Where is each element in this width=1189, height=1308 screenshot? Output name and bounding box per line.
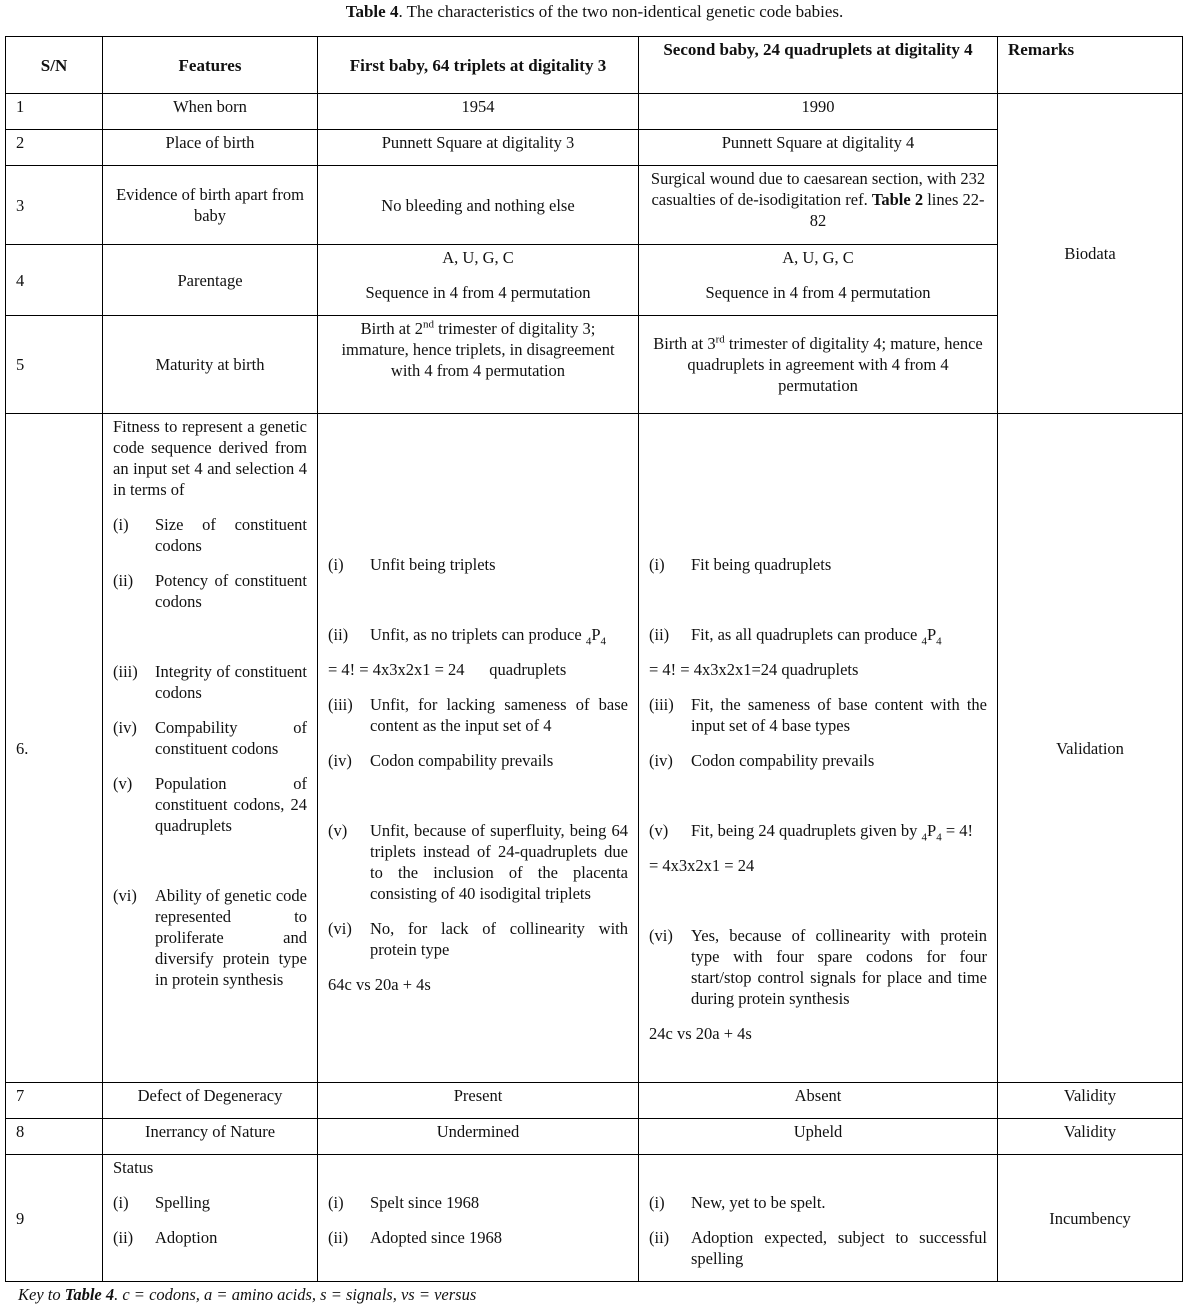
remark-validation: Validation	[998, 414, 1183, 1083]
feature-item	[113, 661, 307, 703]
second-item	[649, 1227, 987, 1269]
item-text: Ability of genetic code represented to proliferate and diversify protein type in protein synthesis	[155, 886, 307, 989]
second-item	[649, 1192, 987, 1213]
row-first-value	[318, 316, 639, 414]
item-text: Yes, because of collinearity with protein type with four spare codons for four start/stop control signals for place and time during protein synthesis	[691, 926, 987, 1008]
fitness-intro: Fitness to represent a genetic code sequence derived from an input set 4 and selection 4 in terms of	[113, 417, 307, 499]
row-sn: 5	[6, 316, 103, 414]
status-label: Status	[113, 1158, 154, 1177]
feature-item	[113, 773, 307, 836]
row-feature: When born	[103, 94, 318, 130]
row-sn: 1	[6, 94, 103, 130]
row-second-value: Absent	[639, 1083, 998, 1119]
item-number: (v)	[113, 774, 133, 793]
header-remarks: Remarks	[998, 37, 1183, 94]
table-row	[6, 1083, 1183, 1119]
item-sub: 4	[921, 635, 927, 648]
item-number: (iii)	[649, 695, 674, 714]
key-label: Table 4	[64, 1285, 115, 1304]
row-first-value: Present	[318, 1083, 639, 1119]
row-feature: Place of birth	[103, 130, 318, 166]
header-second-baby: Second baby, 24 quadruplets at digitality 4	[639, 37, 998, 94]
row-second-value: Punnett Square at digitality 4	[639, 130, 998, 166]
second-maturity-sup: rd	[715, 333, 725, 346]
item-text: Fit, the sameness of base content with the input set of 4 base types	[691, 695, 987, 735]
second-item	[649, 820, 987, 844]
item-text: Unfit being triplets	[370, 555, 496, 574]
item-number: (i)	[113, 515, 129, 534]
remark-incumbency: Incumbency	[998, 1155, 1183, 1282]
item-number: (iv)	[649, 751, 673, 770]
row-sn: 2	[6, 130, 103, 166]
first-item	[328, 820, 628, 904]
second-item	[649, 750, 987, 771]
feature-item	[113, 514, 307, 556]
feature-item	[113, 1227, 307, 1248]
item-text-b: P	[927, 821, 937, 840]
caption-label: Table 4	[345, 2, 399, 21]
second-item	[649, 624, 987, 648]
key-prefix: Key to	[18, 1285, 65, 1304]
item-number: (ii)	[113, 1228, 134, 1247]
item-sub: 4	[936, 635, 942, 648]
first-item	[328, 694, 628, 736]
item-number: (ii)	[649, 625, 670, 644]
second-codon-comparison: 24c vs 20a + 4s	[649, 1024, 752, 1043]
item-text-a: Fit, as all quadruplets can produce	[691, 625, 922, 644]
item-text: Codon compability prevails	[691, 751, 875, 770]
item-text: Spelling	[155, 1193, 211, 1212]
second-item	[649, 925, 987, 1009]
feature-item	[113, 570, 307, 612]
item-text: No, for lack of collinearity with protein type	[370, 919, 628, 959]
row-second-value	[639, 245, 998, 316]
first-maturity-b: trimester of digitality 3; immature, hence triplets, in disagreement with 4 from 4 permutation	[341, 319, 615, 380]
row-second-value	[639, 316, 998, 414]
item-text: Potency of constituent codons	[155, 571, 307, 611]
row-remark: Validity	[998, 1083, 1183, 1119]
item-number: (iv)	[328, 751, 352, 770]
item-sub: 4	[921, 831, 928, 844]
item-text: Adopted since 1968	[370, 1228, 502, 1247]
row-second-value: Upheld	[639, 1119, 998, 1155]
row-second-value	[639, 414, 998, 1083]
item-number: (vi)	[328, 919, 352, 938]
row-feature: Evidence of birth apart from baby	[103, 166, 318, 245]
first-maturity-sup: nd	[423, 318, 434, 331]
first-maturity-a: Birth at 2	[360, 319, 423, 338]
second-maturity-b: trimester of digitality 4; mature, hence quadruplets in agreement with 4 from 4 permutation	[687, 334, 983, 395]
item-text: Adoption	[155, 1228, 218, 1247]
item-text: Integrity of constituent codons	[155, 662, 307, 702]
row-first-value	[318, 245, 639, 316]
item-text: Fit being quadruplets	[691, 555, 832, 574]
first-item	[328, 1192, 628, 1213]
item-number: (vi)	[113, 886, 137, 905]
table-ref: Table 2	[871, 190, 924, 209]
row-sn: 4	[6, 245, 103, 316]
row-feature	[103, 1155, 318, 1282]
item-text-b: P	[926, 625, 937, 644]
item-text-c: = 4!	[941, 821, 974, 840]
item-number: (vi)	[649, 926, 673, 945]
second-maturity-a: Birth at 3	[653, 334, 716, 353]
row-feature: Inerrancy of Nature	[103, 1119, 318, 1155]
item-sub: 4	[936, 831, 942, 844]
item-text	[691, 624, 987, 648]
first-equation: = 4! = 4x3x2x1 = 24 quadruplets	[328, 660, 567, 679]
row-sn: 6.	[6, 414, 103, 1083]
item-text: Population of constituent codons, 24 quadruplets	[155, 774, 307, 835]
row-remark: Validity	[998, 1119, 1183, 1155]
item-text: Adoption expected, subject to successful spelling	[691, 1228, 987, 1268]
table-row	[6, 1119, 1183, 1155]
second-equation: = 4! = 4x3x2x1=24 quadruplets	[649, 660, 859, 679]
item-text-b: P	[591, 625, 601, 644]
row-feature: Parentage	[103, 245, 318, 316]
item-text: Unfit, because of superfluity, being 64 triplets instead of 24-quadruplets due to the inclusion of the placenta consisting of 40 isodigital triplets	[370, 821, 628, 903]
item-text: Spelt since 1968	[370, 1193, 480, 1212]
second-bases: A, U, G, C	[782, 248, 854, 267]
item-text: Unfit, for lacking sameness of base content as the input set of 4	[370, 695, 628, 735]
feature-item	[113, 717, 307, 759]
row-first-value: 1954	[318, 94, 639, 130]
item-number: (iii)	[113, 662, 138, 681]
item-number: (iv)	[113, 718, 137, 737]
first-item	[328, 750, 628, 771]
item-text	[691, 820, 987, 844]
header-first-baby: First baby, 64 triplets at digitality 3	[318, 37, 639, 94]
header-row	[6, 37, 1183, 94]
first-codon-comparison: 64c vs 20a + 4s	[328, 975, 431, 994]
second-item	[649, 694, 987, 736]
item-number: (i)	[328, 1193, 344, 1212]
item-number: (v)	[649, 821, 669, 840]
item-text: Size of constituent codons	[155, 515, 307, 555]
remark-biodata: Biodata	[998, 94, 1183, 414]
caption-text: . The characteristics of the two non-identical genetic code babies.	[398, 2, 844, 21]
item-number: (ii)	[328, 1228, 349, 1247]
table-row	[6, 1155, 1183, 1282]
row-feature: Maturity at birth	[103, 316, 318, 414]
first-item	[328, 1227, 628, 1248]
item-number: (ii)	[649, 1228, 670, 1247]
row-first-value	[318, 414, 639, 1083]
first-bases: A, U, G, C	[442, 248, 514, 267]
item-text	[370, 624, 628, 648]
first-item	[328, 624, 628, 648]
item-sub: 4	[585, 635, 592, 648]
row-sn: 3	[6, 166, 103, 245]
item-number: (iii)	[328, 695, 353, 714]
item-number: (i)	[328, 555, 344, 574]
row-second-value	[639, 1155, 998, 1282]
first-item	[328, 918, 628, 960]
item-text-a: Fit, being 24 quadruplets given by	[691, 821, 922, 840]
second-sequence: Sequence in 4 from 4 permutation	[705, 283, 931, 302]
row-feature	[103, 414, 318, 1083]
table-row	[6, 94, 1183, 130]
first-item	[328, 554, 628, 575]
item-sub: 4	[600, 635, 607, 648]
item-text: Compability of constituent codons	[155, 718, 307, 758]
item-text: New, yet to be spelt.	[691, 1193, 826, 1212]
second-equation: = 4x3x2x1 = 24	[649, 856, 755, 875]
first-sequence: Sequence in 4 from 4 permutation	[365, 283, 591, 302]
item-number: (i)	[649, 555, 665, 574]
feature-item	[113, 885, 307, 990]
feature-item	[113, 1192, 307, 1213]
header-sn: S/N	[6, 37, 103, 94]
item-text: Codon compability prevails	[370, 751, 554, 770]
table-caption	[0, 2, 1189, 22]
row-sn: 9	[6, 1155, 103, 1282]
row-second-value: 1990	[639, 94, 998, 130]
row-first-value	[318, 1155, 639, 1282]
row-sn: 8	[6, 1119, 103, 1155]
table-key	[18, 1285, 476, 1305]
item-number: (i)	[113, 1193, 129, 1212]
row-sn: 7	[6, 1083, 103, 1119]
row-feature: Defect of Degeneracy	[103, 1083, 318, 1119]
item-number: (i)	[649, 1193, 665, 1212]
item-number: (ii)	[328, 625, 349, 644]
key-text: . c = codons, a = amino acids, s = signals, vs = versus	[114, 1285, 477, 1304]
characteristics-table	[5, 36, 1183, 1282]
item-number: (v)	[328, 821, 348, 840]
row-second-value	[639, 166, 998, 245]
item-text-a: Unfit, as no triplets can produce	[370, 625, 586, 644]
lines-ref: lines 22-82	[809, 190, 985, 230]
row-first-value: Punnett Square at digitality 3	[318, 130, 639, 166]
second-evidence-text: Surgical wound due to caesarean section, with 232 casualties of de-isodigitation ref.	[650, 169, 986, 209]
item-number: (ii)	[113, 571, 134, 590]
row-first-value: No bleeding and nothing else	[318, 166, 639, 245]
header-features: Features	[103, 37, 318, 94]
second-item	[649, 554, 987, 575]
row-first-value: Undermined	[318, 1119, 639, 1155]
table-row	[6, 414, 1183, 1083]
